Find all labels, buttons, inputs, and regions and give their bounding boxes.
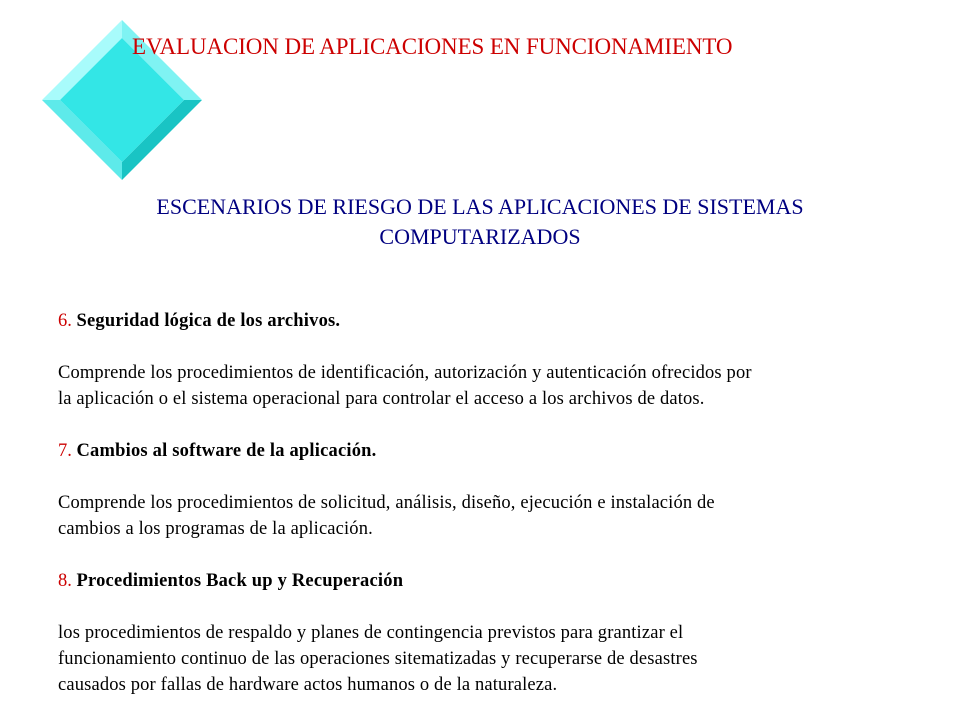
- paragraph-line: Comprende los procedimientos de solicitud, análisis, diseño, ejecución e instalación de: [58, 493, 715, 513]
- section-paragraph-8: [58, 620, 938, 698]
- paragraph-line: funcionamiento continuo de las operaciones sitematizadas y recuperarse de desastres: [58, 649, 698, 669]
- paragraph-line: Comprende los procedimientos de identificación, autorización y autenticación ofrecidos por: [58, 363, 752, 383]
- paragraph-line: los procedimientos de respaldo y planes de contingencia previstos para grantizar el: [58, 623, 684, 643]
- section-heading-text: Cambios al software de la aplicación.: [76, 441, 377, 461]
- subtitle-line-1: ESCENARIOS DE RIESGO DE LAS APLICACIONES DE SISTEMAS: [156, 194, 804, 219]
- page-title: EVALUACION DE APLICACIONES EN FUNCIONAMIENTO: [132, 34, 733, 59]
- section-heading-7: [58, 438, 938, 464]
- paragraph-line: cambios a los programas de la aplicación.: [58, 519, 373, 539]
- paragraph-line: causados por fallas de hardware actos humanos o de la naturaleza.: [58, 675, 558, 695]
- section-heading-6: [58, 308, 938, 334]
- subtitle-line-2: COMPUTARIZADOS: [379, 224, 581, 249]
- section-heading-text: Procedimientos Back up y Recuperación: [76, 571, 404, 591]
- section-heading-text: Seguridad lógica de los archivos.: [76, 311, 341, 331]
- paragraph-line: la aplicación o el sistema operacional para controlar el acceso a los archivos de datos.: [58, 389, 705, 409]
- section-heading-8: [58, 568, 938, 594]
- section-paragraph-7: [58, 490, 938, 542]
- content-body: [58, 308, 938, 724]
- section-subtitle: [90, 192, 870, 252]
- section-number: 7.: [58, 441, 72, 461]
- section-number: 6.: [58, 311, 72, 331]
- section-number: 8.: [58, 571, 72, 591]
- section-paragraph-6: [58, 360, 938, 412]
